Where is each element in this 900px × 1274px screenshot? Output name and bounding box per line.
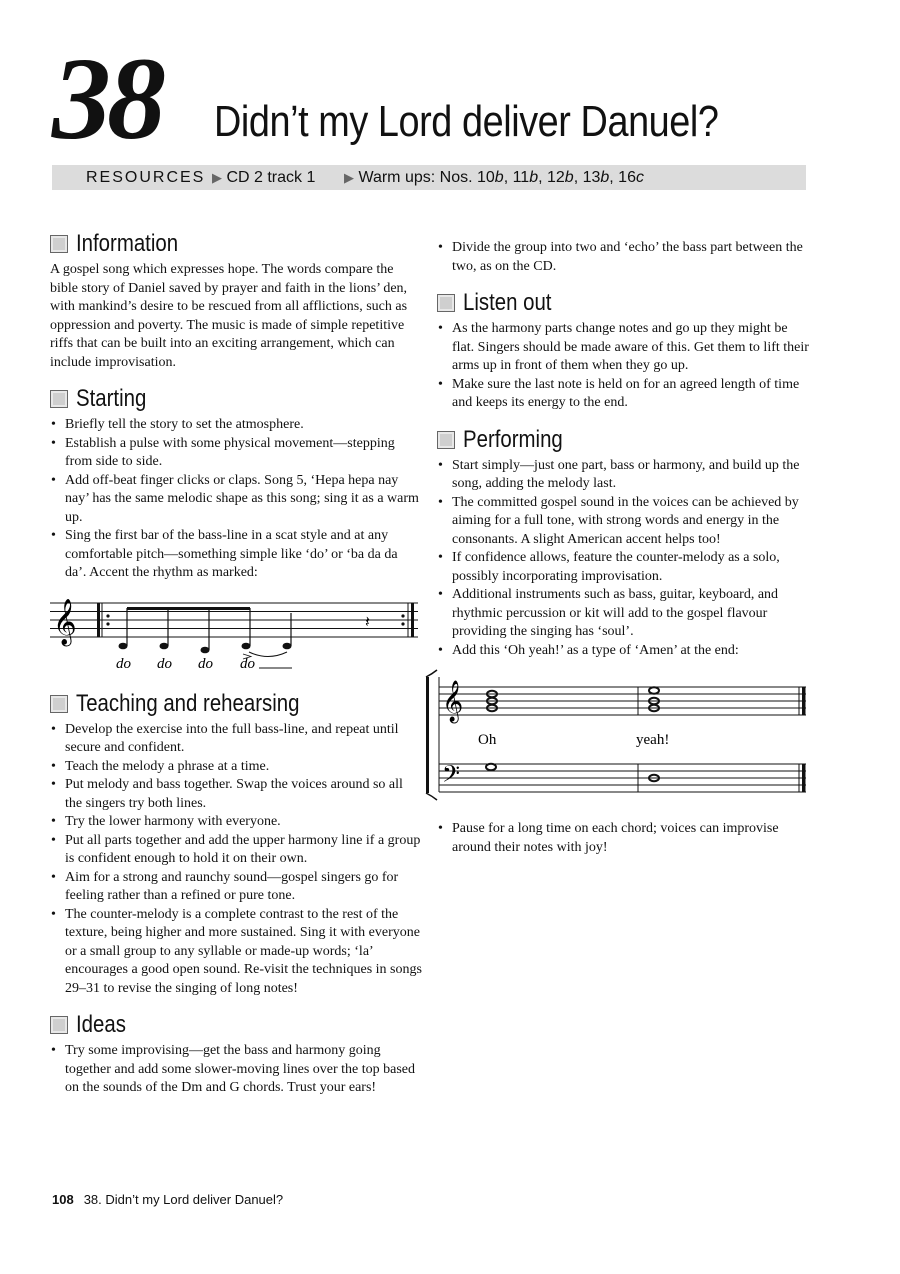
right-bottom-list [437,820,809,857]
list-item: • Start simply—just one part, bass or harmony, and build up the song, adding the melody last. [437,457,809,494]
list-item: • Aim for a strong and raunchy sound—gospel singers go for feeling rather than a refined or pure tone. [50,869,422,906]
warmup-item: 16c [618,169,644,186]
list-item: • Pause for a long time on each chord; voices can improvise around their notes with joy! [437,820,809,857]
heading-text: Ideas [76,1011,126,1038]
oh-yeah-notation [422,668,814,802]
checkbox-icon [437,294,455,312]
checkbox-icon [50,390,68,408]
list-item: • Put melody and bass together. Swap the voices around so all the singers try both lines. [50,776,422,813]
list-item: • Put all parts together and add the upper harmony line if a group is confident enough to hold it on their own. [50,832,422,869]
listen-list [437,320,809,413]
treble-clef-icon: 𝄞 [442,681,464,721]
warmup-item: 10b, [476,169,513,186]
bass-clef-icon: 𝄢 [442,762,461,793]
list-item: • The committed gospel sound in the voices can be achieved by aiming for a full tone, with strong words and energy in the consonants. A slight American accent helps too! [437,494,809,550]
page-number: 108 [52,1192,74,1207]
heading-ideas [50,1010,422,1040]
list-item: • Try some improvising—get the bass and harmony going together and add some slower-moving lines over the top based on the sounds of the Dm and G chords. Trust your ears! [50,1042,422,1098]
list-item: • Teach the melody a phrase at a time. [50,758,422,777]
song-number: 38 [52,33,162,164]
right-column [437,239,809,857]
page-title: Didn’t my Lord deliver Danuel? [214,97,719,146]
lyric: do [116,655,131,672]
starting-list [50,416,422,583]
checkbox-icon [437,431,455,449]
heading-information [50,229,422,259]
warmup-list [477,169,644,186]
heading-text: Teaching and rehearsing [76,689,300,717]
lyric: do [198,655,213,672]
heading-text: Listen out [463,289,552,316]
list-item: • Make sure the last note is held on for an agreed length of time and keeps its energy to the end. [437,376,809,413]
list-item: • Add this ‘Oh yeah!’ as a type of ‘Amen’ at the end: [437,642,809,661]
treble-clef-icon: 𝄞 [53,598,77,644]
quarter-rest-icon: 𝄽 [365,613,370,631]
heading-teaching [50,689,422,719]
list-item: • If confidence allows, feature the counter-melody as a solo, possibly incorporating improvisation. [437,549,809,586]
play-triangle-icon: ▶ [344,170,354,185]
lyric: do [240,655,255,672]
heading-text: Performing [463,425,563,453]
list-item: • Establish a pulse with some physical movement—stepping from side to side. [50,435,422,472]
lyric: Oh [478,732,497,748]
warmups: ▶ Warm ups: Nos. 10b, 11b, 12b, 13b, 16c [344,169,644,186]
heading-text: Starting [76,385,147,412]
list-item: • Briefly tell the story to set the atmosphere. [50,416,422,435]
list-item: • Add off-beat finger clicks or claps. Song 5, ‘Hepa hepa nay nay’ has the same melodic shape as this song; sing it as a warm up. [50,472,422,528]
heading-performing [437,425,809,455]
checkbox-icon [50,235,68,253]
warmup-item: 11b, [512,169,547,186]
heading-listen-out [437,288,809,318]
ideas-list [50,1042,422,1098]
list-item: • As the harmony parts change notes and go up they might be flat. Singers should be made aware of this. Get them to lift their arms up in front of them when they go up. [437,320,809,376]
heading-starting [50,384,422,414]
list-item: • Additional instruments such as bass, guitar, keyboard, and rhythmic percussion or kit will add to the gospel flavour providing the singing has ‘soul’. [437,586,809,642]
left-column [50,229,422,1098]
list-item: • Try the lower harmony with everyone. [50,813,422,832]
list-item: • The counter-melody is a complete contrast to the rest of the texture, being higher and more sustained. Sing it with everyone or a small group to any syllable or made-up words; ‘la’ encourages a good open sound. Re-visit the techniques in songs 29–31 to revise the singing of long notes! [50,906,422,999]
play-triangle-icon: ▶ [212,170,222,185]
checkbox-icon [50,695,68,713]
checkbox-icon [50,1016,68,1034]
cd-track [212,165,315,190]
resources-label: RESOURCES [86,169,206,186]
teaching-list [50,721,422,999]
warmup-item: 13b, [582,169,619,186]
lyric: yeah! [636,732,670,748]
warmup-item: 12b, [546,169,583,186]
bass-line-notation [50,591,422,673]
list-item: • Develop the exercise into the full bass-line, and repeat until secure and confident. [50,721,422,758]
heading-text: Information [76,230,179,257]
information-text: A gospel song which expresses hope. The words compare the bible story of Daniel saved by prayer and faith in the lions’ den, with mankind’s desire to be rescued from all afflictions, such as oppression and poverty. The music is made of simple repetitive riffs that can be built into an exciting arrangement, which can include improvisation. [50,262,408,370]
cd-track-text: CD 2 track 1 [226,169,316,186]
footer-title: 38. Didn’t my Lord deliver Danuel? [83,1192,284,1207]
list-item: • Sing the first bar of the bass-line in a scat style and at any comfortable pitch—something simple like ‘do’ or ‘ba da da da’. Accent the rhythm as marked: [50,527,422,583]
footer [52,1192,283,1207]
right-top-list [437,239,809,276]
lyric: do [157,655,172,672]
list-item: • Divide the group into two and ‘echo’ the bass part between the two, as on the CD. [437,239,809,276]
resources-bar [52,165,806,190]
performing-list [437,457,809,661]
